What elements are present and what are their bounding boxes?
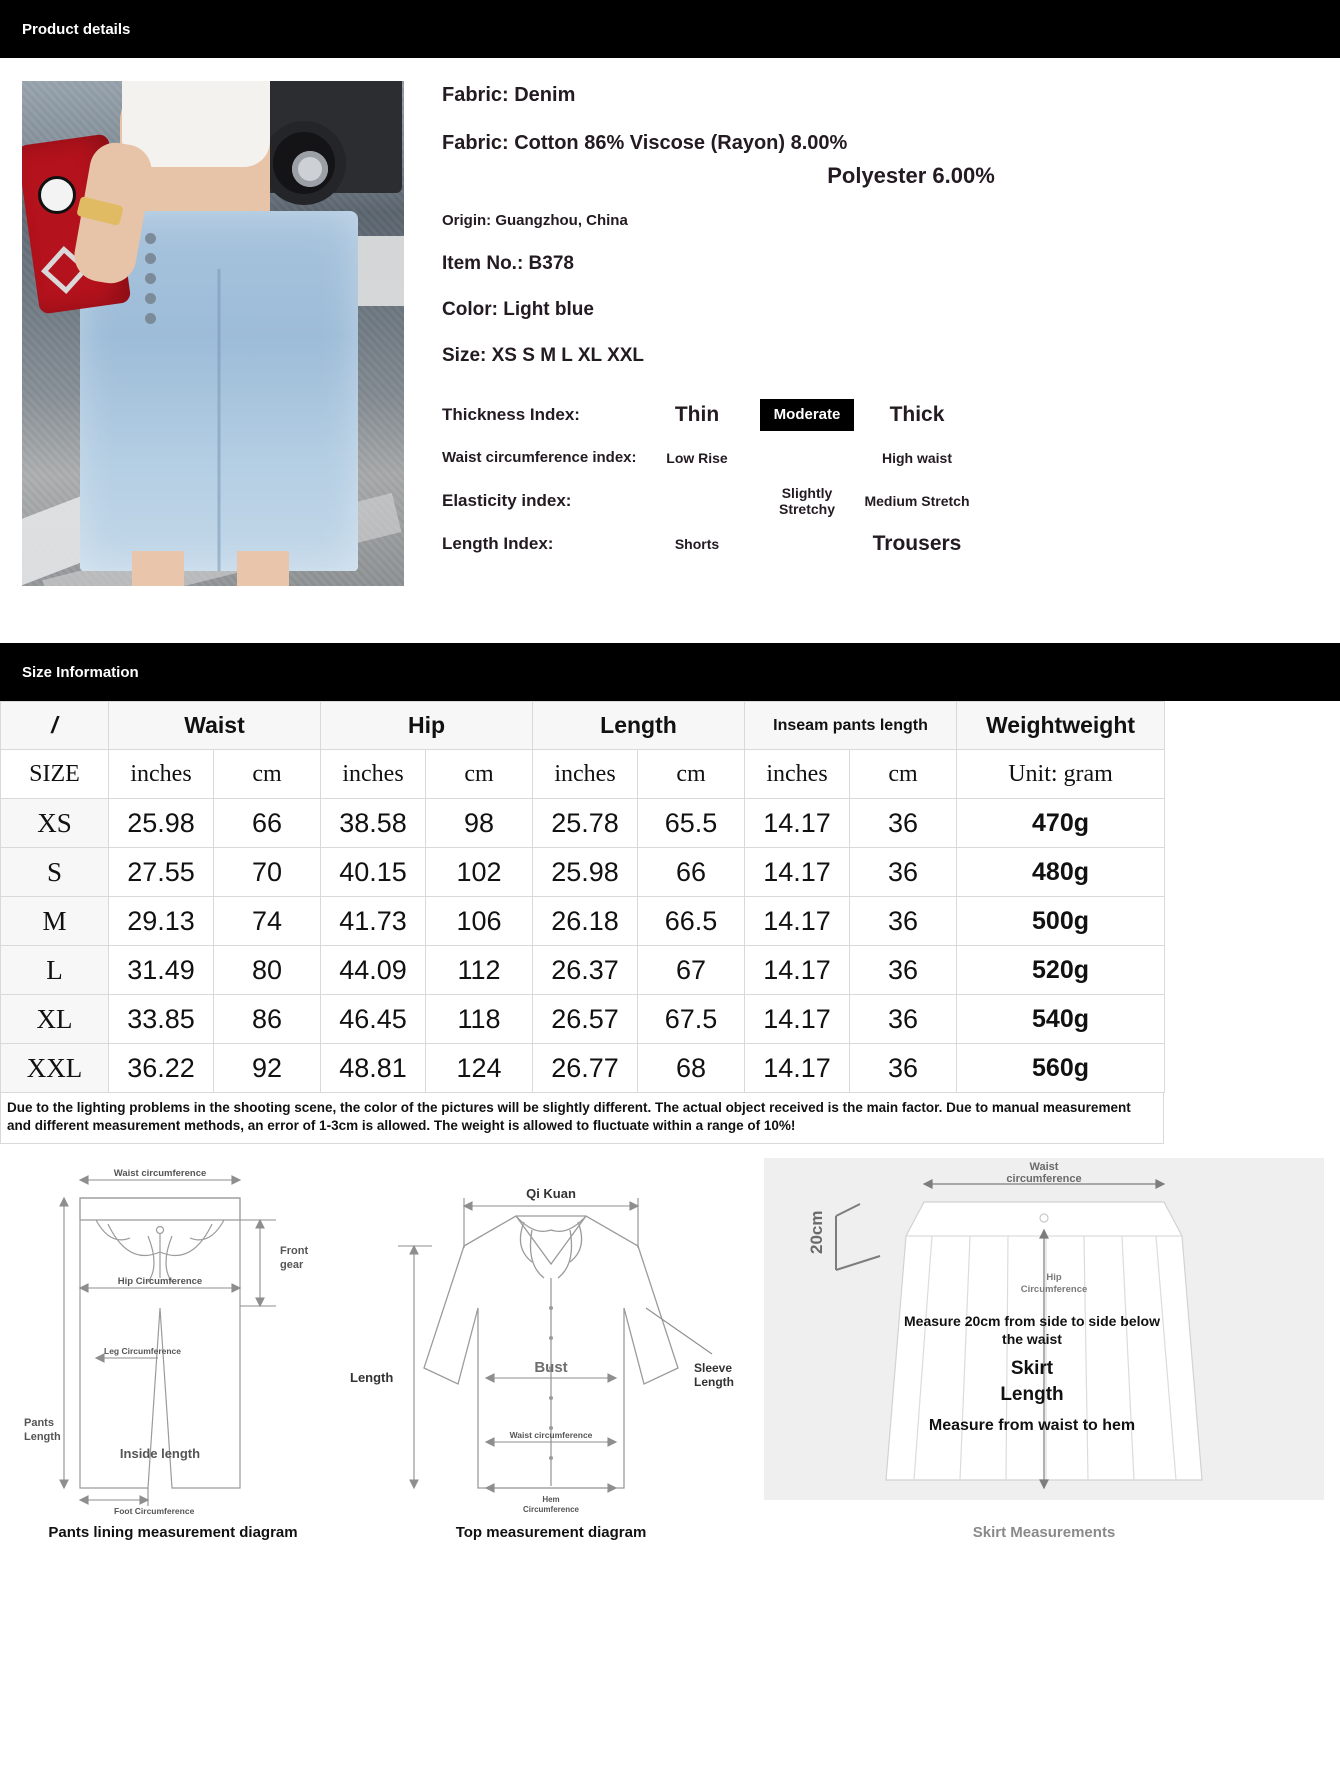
header-inseam-pants-length: Inseam pants length — [745, 702, 957, 750]
index-chip-moderate: Moderate — [760, 399, 855, 430]
size-information-header — [0, 643, 1340, 701]
cell-hip-cm: 124 — [426, 1044, 533, 1093]
top-label-qi-kuan: Qi Kuan — [526, 1186, 576, 1202]
table-row — [1, 897, 1165, 946]
cell-length-cm: 68 — [638, 1044, 745, 1093]
cell-length-inches: 26.18 — [533, 897, 638, 946]
photo-car-wheel — [262, 121, 346, 205]
table-row — [1, 946, 1165, 995]
cell-inseam-cm: 36 — [850, 995, 957, 1044]
pants-label-leg: Leg Circumference — [104, 1346, 181, 1357]
cell-inseam-cm: 36 — [850, 799, 957, 848]
subheader-hip-cm: cm — [426, 750, 533, 799]
top-diagram-svg — [346, 1158, 756, 1518]
top-label-length: Length — [350, 1370, 394, 1386]
cell-hip-inches: 38.58 — [321, 799, 426, 848]
cell-length-cm: 67 — [638, 946, 745, 995]
cell-length-cm: 66.5 — [638, 897, 745, 946]
photo-fly-button — [145, 313, 156, 324]
cell-hip-cm: 106 — [426, 897, 533, 946]
pants-label-waist: Waist circumference — [113, 1168, 207, 1180]
cell-size: XL — [1, 995, 109, 1044]
index-row-thickness — [442, 394, 972, 437]
top-label-waist: Waist circumference — [509, 1430, 593, 1441]
cell-waist-cm: 86 — [214, 995, 321, 1044]
pants-measurement-diagram — [8, 1158, 338, 1541]
photo-fly-button — [145, 273, 156, 284]
cell-inseam-inches: 14.17 — [745, 1044, 850, 1093]
index-label-length: Length Index: — [442, 533, 554, 553]
product-details-title: Product details — [22, 20, 131, 38]
top-label-hem-1: Hem — [542, 1495, 560, 1505]
photo-fly-button — [145, 233, 156, 244]
spec-item-no: Item No.: B378 — [442, 253, 574, 275]
table-row — [1, 1044, 1165, 1093]
pants-label-hip: Hip Circumference — [117, 1276, 203, 1288]
index-option-low-rise[interactable]: Low Rise — [666, 449, 728, 466]
cell-hip-cm: 118 — [426, 995, 533, 1044]
top-label-sleeve-1: Sleeve — [694, 1361, 733, 1376]
spec-color: Color: Light blue — [442, 299, 594, 320]
index-option-slightly-stretchy[interactable]: Slightly Stretchy — [778, 484, 836, 517]
index-option-thin[interactable]: Thin — [674, 402, 720, 426]
index-option-thick[interactable]: Thick — [889, 402, 945, 426]
index-label-waist-circumference: Waist circumference index: — [442, 449, 637, 466]
product-photo — [22, 81, 404, 586]
cell-inseam-inches: 14.17 — [745, 799, 850, 848]
cell-weight: 500g — [957, 897, 1165, 946]
subheader-waist-cm: cm — [214, 750, 321, 799]
cell-size: M — [1, 897, 109, 946]
table-row — [1, 799, 1165, 848]
index-option-high-waist[interactable]: High waist — [881, 449, 952, 466]
photo-model-leg — [237, 551, 289, 586]
spec-origin: Origin: Guangzhou, China — [442, 211, 628, 229]
pants-label-pants-length-2: Length — [24, 1431, 61, 1444]
index-row-elasticity — [442, 480, 972, 523]
subheader-inseam-inches: inches — [745, 750, 850, 799]
cell-hip-inches: 46.45 — [321, 995, 426, 1044]
cell-inseam-inches: 14.17 — [745, 848, 850, 897]
cell-inseam-inches: 14.17 — [745, 995, 850, 1044]
pants-diagram-svg — [8, 1158, 338, 1518]
cell-inseam-cm: 36 — [850, 1044, 957, 1093]
cell-size: L — [1, 946, 109, 995]
cell-weight: 520g — [957, 946, 1165, 995]
cell-weight: 480g — [957, 848, 1165, 897]
subheader-size: SIZE — [1, 750, 109, 799]
index-option-moderate-selected[interactable] — [752, 399, 862, 430]
photo-bag-charm — [38, 176, 76, 214]
header-waist: Waist — [109, 702, 321, 750]
skirt-note-hip-1: Measure 20cm from side to side below — [904, 1313, 1160, 1330]
pants-label-front-gear-1: Front — [280, 1245, 309, 1258]
index-option-shorts[interactable]: Shorts — [674, 535, 720, 552]
product-detail-block — [0, 58, 1340, 643]
top-label-hem-2: Circumference — [522, 1505, 580, 1515]
subheader-waist-inches: inches — [109, 750, 214, 799]
subheader-hip-inches: inches — [321, 750, 426, 799]
cell-hip-cm: 102 — [426, 848, 533, 897]
skirt-label-hip-2: Circumference — [1020, 1284, 1088, 1296]
spec-size: Size: XS S M L XL XXL — [442, 344, 645, 366]
top-diagram-caption: Top measurement diagram — [455, 1524, 647, 1542]
cell-length-cm: 65.5 — [638, 799, 745, 848]
skirt-label-waist-2: circumference — [1006, 1173, 1082, 1186]
index-rows — [442, 394, 972, 566]
cell-length-cm: 66 — [638, 848, 745, 897]
top-label-sleeve-2: Length — [694, 1375, 734, 1390]
cell-length-inches: 26.57 — [533, 995, 638, 1044]
skirt-note-length: Measure from waist to hem — [928, 1417, 1136, 1435]
index-option-trousers[interactable]: Trousers — [872, 531, 962, 555]
top-label-bust: Bust — [534, 1359, 568, 1377]
cell-length-inches: 26.37 — [533, 946, 638, 995]
header-length: Length — [533, 702, 745, 750]
pants-label-foot: Foot Circumference — [114, 1506, 195, 1517]
cell-length-inches: 26.77 — [533, 1044, 638, 1093]
spec-composition: Fabric: Cotton 86% Viscose (Rayon) 8.00% — [442, 132, 848, 154]
cell-hip-cm: 112 — [426, 946, 533, 995]
cell-hip-inches: 48.81 — [321, 1044, 426, 1093]
header-slash: / — [1, 702, 109, 750]
cell-length-inches: 25.98 — [533, 848, 638, 897]
cell-inseam-cm: 36 — [850, 848, 957, 897]
spec-fabric: Fabric: Denim — [442, 84, 576, 106]
index-row-waist-circumference — [442, 437, 972, 480]
cell-waist-inches: 29.13 — [109, 897, 214, 946]
subheader-unit-gram: Unit: gram — [957, 750, 1165, 799]
subheader-length-inches: inches — [533, 750, 638, 799]
index-option-medium-stretch[interactable]: Medium Stretch — [864, 492, 970, 509]
subheader-inseam-cm: cm — [850, 750, 957, 799]
product-details-header — [0, 0, 1340, 58]
pants-diagram-caption: Pants lining measurement diagram — [48, 1524, 298, 1542]
skirt-diagram-svg — [764, 1158, 1324, 1518]
cell-inseam-inches: 14.17 — [745, 897, 850, 946]
pants-label-inside-length: Inside length — [119, 1446, 201, 1462]
cell-size: XS — [1, 799, 109, 848]
cell-size: S — [1, 848, 109, 897]
cell-waist-cm: 70 — [214, 848, 321, 897]
cell-waist-inches: 27.55 — [109, 848, 214, 897]
size-information-title: Size Information — [22, 663, 139, 681]
cell-weight: 560g — [957, 1044, 1165, 1093]
measurement-disclaimer: Due to the lighting problems in the shooting scene, the color of the pictures will be slightly different. The actual object received is the main factor. Due to manual measurement and different measurement methods, an error of 1-3cm is allowed. The weight is allowed to fluctuate within a range of 10%! — [0, 1093, 1164, 1144]
skirt-label-length-2: Length — [1000, 1384, 1064, 1406]
cell-length-inches: 25.78 — [533, 799, 638, 848]
pants-label-front-gear-2: gear — [280, 1259, 304, 1272]
cell-size: XXL — [1, 1044, 109, 1093]
cell-hip-inches: 44.09 — [321, 946, 426, 995]
cell-waist-inches: 31.49 — [109, 946, 214, 995]
photo-button-fly — [140, 227, 160, 337]
skirt-label-hip-1: Hip — [1046, 1272, 1062, 1284]
index-label-thickness: Thickness Index: — [442, 404, 580, 424]
cell-waist-cm: 80 — [214, 946, 321, 995]
photo-fly-button — [145, 293, 156, 304]
skirt-diagram-caption: Skirt Measurements — [972, 1524, 1116, 1542]
cell-waist-cm: 66 — [214, 799, 321, 848]
skirt-label-20cm: 20cm — [807, 1210, 826, 1255]
cell-waist-inches: 33.85 — [109, 995, 214, 1044]
skirt-note-hip-2: the waist — [1002, 1331, 1062, 1348]
spec-composition-second-line: Polyester 6.00% — [827, 163, 995, 188]
product-spec-list — [404, 81, 1340, 643]
header-weightweight: Weightweight — [957, 702, 1165, 750]
table-row — [1, 848, 1165, 897]
subheader-length-cm: cm — [638, 750, 745, 799]
header-hip: Hip — [321, 702, 533, 750]
index-row-length — [442, 523, 972, 566]
photo-fly-button — [145, 253, 156, 264]
index-label-elasticity: Elasticity index: — [442, 490, 572, 510]
skirt-label-waist-1: Waist — [1029, 1161, 1059, 1174]
cell-waist-cm: 92 — [214, 1044, 321, 1093]
cell-inseam-cm: 36 — [850, 897, 957, 946]
table-sub-header-row — [1, 750, 1165, 799]
cell-weight: 470g — [957, 799, 1165, 848]
pants-label-pants-length-1: Pants — [24, 1417, 54, 1430]
cell-weight: 540g — [957, 995, 1165, 1044]
top-measurement-diagram — [346, 1158, 756, 1541]
table-group-header-row — [1, 702, 1165, 750]
size-chart-body — [1, 799, 1165, 1093]
cell-inseam-inches: 14.17 — [745, 946, 850, 995]
cell-hip-inches: 40.15 — [321, 848, 426, 897]
cell-waist-inches: 25.98 — [109, 799, 214, 848]
size-chart-table — [0, 701, 1165, 1093]
cell-length-cm: 67.5 — [638, 995, 745, 1044]
cell-inseam-cm: 36 — [850, 946, 957, 995]
skirt-label-length-1: Skirt — [1010, 1358, 1054, 1380]
cell-hip-inches: 41.73 — [321, 897, 426, 946]
cell-waist-cm: 74 — [214, 897, 321, 946]
table-row — [1, 995, 1165, 1044]
cell-hip-cm: 98 — [426, 799, 533, 848]
cell-waist-inches: 36.22 — [109, 1044, 214, 1093]
measurement-diagrams — [0, 1144, 1340, 1541]
skirt-measurement-diagram — [764, 1158, 1324, 1541]
photo-model-leg — [132, 551, 184, 586]
